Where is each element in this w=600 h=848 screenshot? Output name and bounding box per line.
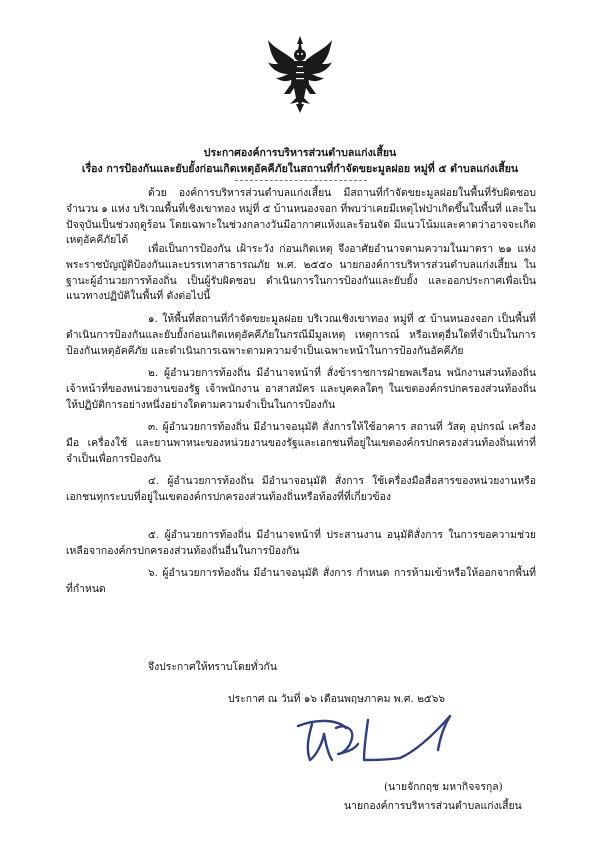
body-clause-4: ๔. ผู้อำนวยการท้องถิ่น มีอำนาจอนุมัติ สั่งการ ใช้เครื่องมือสื่อสารของหน่วยงานหรือเอกชนทุกระบบที่อยู่ในเขตองค์กรปกครองส่วนท้องถิ่นหรือท้องที่ที่เกี่ยวข้อง — [66, 475, 536, 503]
announcement-date: ประกาศ ณ วันที่ ๑๖ เดือนพฤษภาคม พ.ศ. ๒๕๖๖ — [228, 693, 445, 705]
body-clause-1: ๑. ให้พื้นที่สถานที่กำจัดขยะมูลฝอย บริเวณเชิงเขาทอง หมู่ที่ ๕ บ้านหนองจอก เป็นพื้นที่ดำเนินการป้องกันและยับยั้งก่อนเกิดเหตุอัคคีภัยในกรณีมีมูลเหตุ เหตุการณ์ หรือเหตุอื่นใดที่จำเป็นในการป้องกันเหตุอัคคีภัย และดำเนินการเฉพาะตามความจำเป็นเฉพาะหน้าในการป้องกันอัคคีภัย — [66, 313, 536, 357]
body-clause-3: ๓. ผู้อำนวยการท้องถิ่น มีอำนาจอนุมัติ สั่งการให้ใช้อาคาร สถานที่ วัสดุ อุปกรณ์ เครื่องมือ เครื่องใช้ และยานพาหนะของหน่วยงานของรัฐและเอกชนที่อยู่ในเขตองค์กรปกครองส่วนท้องถิ่นเท่าที่จำเป็นเพื่อการป้องกัน — [66, 421, 536, 465]
body-clause-6: ๖. ผู้อำนวยการท้องถิ่น มีอำนาจอนุมัติ สั่งการ กำหนด การห้ามเข้าหรือให้ออกจากพื้นที่ที่กำหนด — [66, 567, 536, 595]
signer-name: (นายจักกฤช มหากิจจรกุล) — [384, 781, 503, 793]
body-paragraph-intro: ด้วย องค์การบริหารส่วนตำบลแก่งเสี้ยน มีสถานที่กำจัดขยะมูลฝอยในพื้นที่รับผิดชอบ จำนวน ๑ แห่ง บริเวณพื้นที่เชิงเขาทอง หมู่ที่ ๕ บ้านหนองจอก ที่พบว่าเคยมีเหตุไฟป่าเกิดขึ้นในพื้นที่ และในปัจจุบันเป็นช่วงฤดูร้อน โดยเฉพาะในช่วงกลางวันมีอากาศแห้งและร้อนจัด มีแนวโน้มและคาดว่าอาจจะเกิดเหตุอัคคีภัยได้ — [66, 187, 536, 247]
garuda-emblem-icon — [266, 34, 334, 114]
body-paragraph-authority: เพื่อเป็นการป้องกัน เฝ้าระวัง ก่อนเกิดเหตุ จึงอาศัยอำนาจตามความในมาตรา ๒๑ แห่งพระราชบัญญัติป้องกันและบรรเทาสาธารณภัย พ.ศ. ๒๕๕๐ นายกองค์การบริหารส่วนตำบลแก่งเสี้ยน ในฐานะผู้อำนวยการท้องถิ่น เป็นผู้รับผิดชอบ ดำเนินการในการป้องกันและยับยั้ง และออกประกาศเพื่อเป็นแนวทางปฏิบัติในพื้นที่ ดังต่อไปนี้ — [66, 243, 536, 303]
body-clause-2: ๒. ผู้อำนวยการท้องถิ่น มีอำนาจหน้าที่ สั่งข้าราชการฝ่ายพลเรือน พนักงานส่วนท้องถิ่น เจ้าหน้าที่ของหน่วยงานของรัฐ เจ้าพนักงาน อาสาสมัคร และบุคคลใดๆ ในเขตองค์กรปกครองส่วนท้องถิ่นให้ปฏิบัติการอย่างหนึ่งอย่างใดตามความจำเป็นในการป้องกัน — [66, 367, 536, 411]
signer-position: นายกองค์การบริหารส่วนตำบลแก่งเสี้ยน — [344, 800, 522, 812]
body-clause-5: ๕. ผู้อำนวยการท้องถิ่น มีอำนาจหน้าที่ ประสานงาน อนุมัติสั่งการ ในการขอความช่วยเหลือจากองค์กรปกครองส่วนท้องถิ่นอื่นในการป้องกัน — [66, 529, 536, 557]
signature-icon — [288, 710, 458, 770]
announcement-subject: เรื่อง การป้องกันและยับยั้งก่อนเกิดเหตุอัคคีภัยในสถานที่กำจัดขยะมูลฝอย หมู่ที่ ๕ ตำบลแก่งเสี้ยน — [81, 163, 519, 175]
closing-statement: จึงประกาศให้ทราบโดยทั่วกัน — [148, 661, 277, 673]
divider — [235, 180, 367, 181]
announcement-title: ประกาศองค์การบริหารส่วนตำบลแก่งเสี้ยน — [203, 147, 397, 159]
